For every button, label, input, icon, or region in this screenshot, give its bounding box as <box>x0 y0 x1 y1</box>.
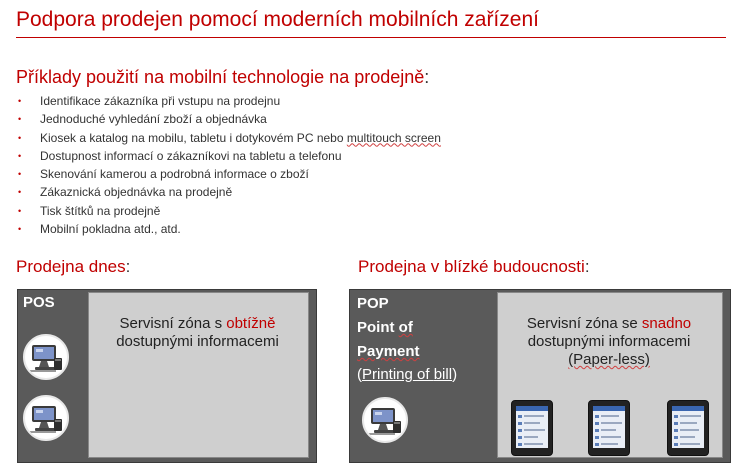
pop-title: POP <box>357 295 389 312</box>
list-item-text: Skenování kamerou a podrobná informace o zboží <box>40 167 309 182</box>
tablet-icon <box>511 400 553 456</box>
bullet-dot-icon: • <box>18 150 22 161</box>
list-item-text: Tisk štítků na prodejně <box>40 203 161 218</box>
tablet-icon <box>667 400 709 456</box>
list-item <box>18 129 441 147</box>
bullet-dot-icon: • <box>18 205 22 216</box>
pop-subtitle <box>357 366 457 383</box>
list-item <box>18 92 441 110</box>
zone-text-line2: dostupnými informacemi <box>527 333 691 350</box>
zone-text-highlight: snadno <box>641 315 692 332</box>
subtitle-text: Příklady použití na mobilní technologie na prodejně <box>16 67 425 87</box>
list-item <box>18 110 441 128</box>
list-item <box>18 147 441 165</box>
today-heading-colon: : <box>125 257 131 276</box>
pop-paren-open: ( <box>357 366 362 383</box>
list-item-underlined: multitouch screen <box>346 130 441 145</box>
title-divider <box>16 37 726 38</box>
list-item-text: Dostupnost informací o zákazníkovi na tabletu a telefonu <box>40 148 342 163</box>
bullet-dot-icon: • <box>18 169 22 180</box>
pop-line3: Payment <box>357 343 420 360</box>
bullet-dot-icon: • <box>18 114 22 125</box>
tablet-icon <box>588 400 630 456</box>
pop-bill: bill <box>433 366 453 383</box>
zone-text-prefix: Servisní zóna s <box>119 315 227 332</box>
list-item-text: Identifikace zákazníka při vstupu na prodejnu <box>40 94 281 108</box>
subtitle-colon: : <box>424 67 430 87</box>
bullet-dot-icon: • <box>18 132 22 143</box>
today-heading <box>16 257 130 277</box>
section-subtitle <box>16 67 429 88</box>
zone-text-suffix: dostupnými informacemi <box>116 333 279 350</box>
list-item-text: Zákaznická objednávka na prodejně <box>40 185 233 200</box>
pop-paren-close: ) <box>452 366 458 383</box>
today-zone-text <box>92 315 303 351</box>
zone-text-highlight: obtížně <box>226 315 276 332</box>
list-item-text: Mobilní pokladna atd., atd. <box>40 222 181 237</box>
list-item-text: Kiosek a katalog na mobilu, tabletu i dotykovém PC nebo <box>40 130 344 145</box>
future-zone-text <box>500 315 718 369</box>
list-item-text: Jednoduché vyhledání zboží a objednávka <box>40 112 267 127</box>
pop-printing: Printing <box>362 366 413 383</box>
bullet-dot-icon: • <box>18 187 22 198</box>
today-heading-text: Prodejna dnes <box>16 257 126 276</box>
pop-line2 <box>357 316 420 340</box>
list-item <box>18 165 441 183</box>
list-item <box>18 202 441 220</box>
use-case-list <box>18 92 441 238</box>
pos-terminal-icon <box>362 397 408 443</box>
page-title: Podpora prodejen pomocí moderních mobilních zařízení <box>16 8 539 31</box>
zone-text-line3: (Paper-less) <box>568 351 650 368</box>
future-heading-colon: : <box>584 257 590 276</box>
pop-line2-b: of <box>398 319 413 336</box>
bullet-dot-icon: • <box>18 224 22 235</box>
pos-terminal-icon <box>23 395 69 441</box>
bullet-dot-icon: • <box>18 96 22 106</box>
pop-line2-a: Point <box>357 319 399 336</box>
future-heading-text: Prodejna v blízké budoucnosti <box>358 257 585 276</box>
list-item <box>18 220 441 238</box>
pos-terminal-icon <box>23 334 69 380</box>
zone-text-prefix: Servisní zóna se <box>526 315 642 332</box>
pos-label: POS <box>23 294 55 311</box>
pop-of: of <box>412 366 434 383</box>
future-heading <box>358 257 590 277</box>
list-item <box>18 183 441 201</box>
pop-label <box>357 292 420 364</box>
